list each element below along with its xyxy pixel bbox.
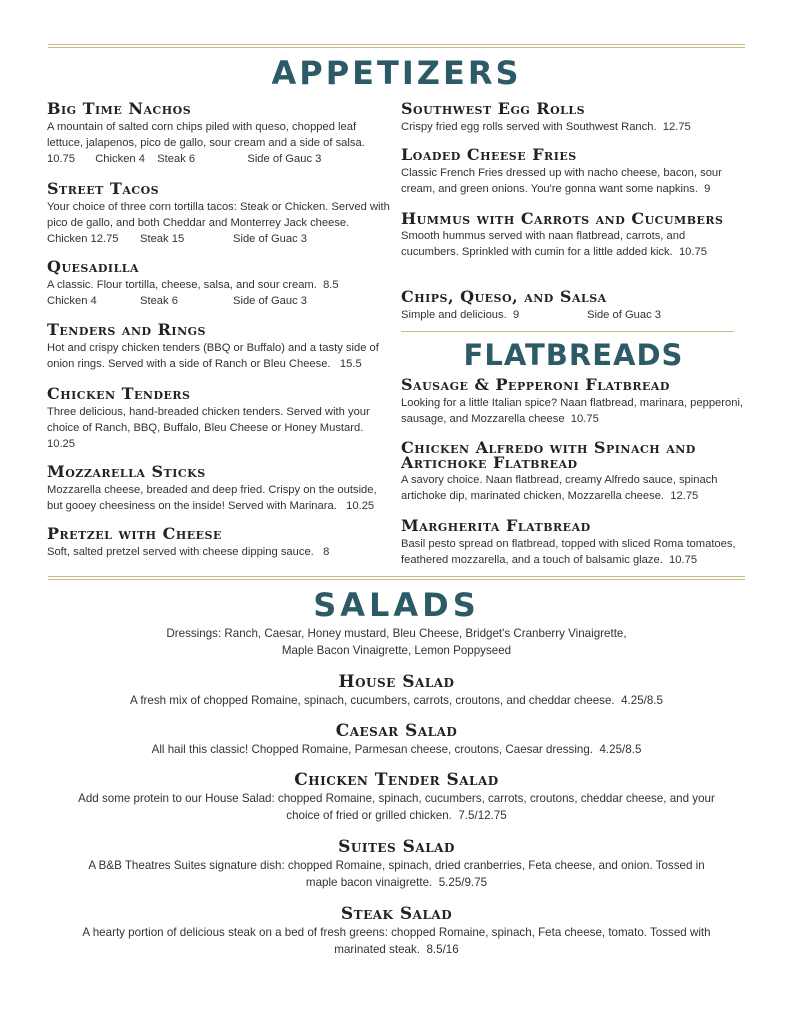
- item-name: Chips, Queso, and Salsa: [401, 287, 607, 306]
- flatbreads-heading: FLATBREADS: [463, 338, 684, 372]
- item-description: A B&B Theatres Suites signature dish: chopped Romaine, spinach, dried cranberries, Feta cheese, and onion. Tossed in maple bacon vinaigrette. 5.25/9.75: [88, 859, 705, 889]
- appetizers-heading: APPETIZERS: [271, 54, 522, 92]
- item-price: 9: [704, 183, 711, 195]
- item-description: Mozzarella cheese, breaded and deep fried. Crispy on the outside, but gooey cheesiness on the inside! Served with Marinara. 10.25: [47, 484, 377, 512]
- item-description: All hail this classic! Chopped Romaine, Parmesan cheese, croutons, Caesar dressing. 4.25/8.5: [151, 743, 642, 756]
- item-name: Southwest Egg Rolls: [401, 99, 586, 118]
- addon-chicken: Chicken 12.75: [47, 233, 119, 245]
- item-name: Big Time Nachos: [47, 99, 192, 118]
- addon-side: Side of Guac 3: [233, 233, 308, 245]
- item-price: 8.5: [323, 279, 339, 291]
- item-price: 10.75: [47, 153, 75, 165]
- item-name: Quesadilla: [47, 257, 140, 276]
- item-price: 4.25/8.5: [599, 743, 642, 756]
- item-price: 7.5/12.75: [458, 809, 507, 822]
- menu-item-chicken-tender-salad: [78, 772, 715, 824]
- addon-side: Side of Gauc 3: [233, 295, 308, 307]
- item-description: Three delicious, hand-breaded chicken tenders. Served with your choice of Ranch, BBQ, Buffalo, Bleu Cheese or Honey Mustard. 10.25: [47, 404, 385, 452]
- flatbreads-divider: [401, 331, 734, 332]
- item-description: Crispy fried egg rolls served with Southwest Ranch. 12.75: [401, 121, 691, 133]
- item-description: Hot and crispy chicken tenders (BBQ or Buffalo) and a tasty side of onion rings. Served with a side of Ranch or Bleu Cheese. 15.5: [47, 342, 379, 370]
- addon-side: Side of Gauc 3: [247, 153, 322, 165]
- item-name: Hummus with Carrots and Cucumbers: [401, 209, 724, 228]
- item-name: Tenders and Rings: [47, 320, 206, 339]
- dressings-list: Dressings: Ranch, Caesar, Honey mustard, Bleu Cheese, Bridget's Cranberry Vinaigrette, Maple Bacon Vinaigrette, Lemon Poppyseed: [166, 627, 627, 657]
- item-name: Sausage & Pepperoni Flatbread: [401, 375, 670, 394]
- item-price: 10.75: [669, 554, 698, 566]
- menu-item-chips-queso-salsa: [401, 289, 746, 323]
- menu-item-chicken-alfredo-flatbread: [401, 440, 746, 504]
- item-price: 10.25: [346, 500, 375, 512]
- item-price: 10.75: [678, 246, 707, 258]
- addon-chicken: Chicken 4: [95, 153, 145, 165]
- item-price: 8.5/16: [426, 943, 459, 956]
- menu-item-steak-salad: [78, 906, 715, 958]
- menu-item-caesar-salad: [48, 723, 745, 758]
- item-price: 9: [512, 309, 520, 321]
- item-description: Looking for a little Italian spice? Naan flatbread, marinara, pepperoni, sausage, and Mozzarella cheese 10.75: [401, 397, 744, 425]
- menu-item-hummus: [401, 211, 746, 260]
- item-description: A savory choice. Naan flatbread, creamy Alfredo sauce, spinach artichoke dip, marinated chicken, Mozzarella cheese. 12.75: [401, 474, 718, 502]
- item-description: Classic French Fries dressed up with nacho cheese, bacon, sour cream, and green onions. You're gonna want some napkins. 9: [401, 167, 722, 195]
- salads-heading: SALADS: [313, 586, 480, 624]
- menu-item-mozzarella-sticks: [47, 464, 392, 514]
- menu-item-southwest-egg-rolls: [401, 101, 746, 135]
- item-name: Caesar Salad: [335, 721, 458, 741]
- menu-item-street-tacos: [47, 181, 392, 247]
- item-description: A hearty portion of delicious steak on a bed of fresh greens: chopped Romaine, spinach, Feta cheese, tomato. Tossed with marinated steak. 8.5/16: [82, 926, 711, 956]
- item-description: A classic. Flour tortilla, cheese, salsa, and sour cream. 8.5 Chicken 4 Steak 6 Side of Gauc 3: [47, 279, 339, 307]
- addon-steak: Steak 15: [140, 233, 185, 245]
- menu-item-tenders-and-rings: [47, 322, 392, 372]
- item-description: A fresh mix of chopped Romaine, spinach, cucumbers, carrots, croutons, and cheddar cheese. 4.25/8.5: [130, 694, 663, 707]
- item-description: A mountain of salted corn chips piled with queso, chopped leaf lettuce, jalapenos, pico de gallo, sour cream and a side of salsa. 10.75 Chicken 4 Steak 6 Side of Gauc 3: [47, 121, 365, 165]
- item-description: Your choice of three corn tortilla tacos: Steak or Chicken. Served with pico de gallo, and both Cheddar and Monterrey Jack cheese. Chicken 12.75 Steak 15 Side of Guac 3: [47, 201, 390, 245]
- item-description: Smooth hummus served with naan flatbread, carrots, and cucumbers. Sprinkled with cumin for a little added kick. 10.75: [401, 230, 707, 258]
- addon-steak: Steak 6: [140, 295, 178, 307]
- item-price: 10.25: [47, 438, 75, 450]
- item-description: Add some protein to our House Salad: chopped Romaine, spinach, cucumbers, carrots, croutons, cheddar cheese, and your choice of fried or grilled chicken. 7.5/12.75: [78, 792, 715, 822]
- item-name: Pretzel with Cheese: [47, 524, 222, 543]
- item-name: Chicken Tenders: [47, 384, 191, 403]
- menu-item-pretzel-with-cheese: [47, 526, 392, 560]
- addon-side: Side of Guac 3: [587, 309, 662, 321]
- item-price: 5.25/9.75: [438, 876, 488, 889]
- menu-item-chicken-tenders: [47, 386, 385, 452]
- item-price: 12.75: [670, 490, 699, 502]
- item-name: Suites Salad: [338, 837, 455, 857]
- item-name: Mozzarella Sticks: [47, 462, 206, 481]
- salads-divider: [48, 576, 745, 580]
- item-description: Soft, salted pretzel served with cheese dipping sauce. 8: [47, 546, 330, 558]
- item-price: 12.75: [662, 121, 691, 133]
- menu-item-big-time-nachos: [47, 101, 377, 167]
- addon-chicken: Chicken 4: [47, 295, 97, 307]
- item-name: Chicken Tender Salad: [294, 770, 499, 790]
- item-price: 8: [323, 546, 330, 558]
- menu-item-house-salad: [48, 674, 745, 709]
- item-name: Chicken Alfredo with Spinach and Artichoke Flatbread: [401, 438, 696, 472]
- menu-item-suites-salad: [78, 839, 715, 891]
- item-price: 10.75: [570, 413, 599, 425]
- item-description: Simple and delicious. 9 Side of Guac 3: [401, 309, 662, 321]
- menu-item-loaded-cheese-fries: [401, 147, 746, 197]
- addon-steak: Steak 6: [157, 153, 196, 165]
- item-name: House Salad: [338, 672, 455, 692]
- item-name: Loaded Cheese Fries: [401, 145, 577, 164]
- item-price: 4.25/8.5: [621, 694, 663, 707]
- menu-item-quesadilla: [47, 259, 387, 309]
- item-name: Margherita Flatbread: [401, 516, 591, 535]
- item-name: Street Tacos: [47, 179, 160, 198]
- menu-item-margherita-flatbread: [401, 518, 746, 568]
- top-divider: [48, 44, 745, 48]
- item-price: 15.5: [339, 358, 362, 370]
- menu-item-sausage-pepperoni-flatbread: [401, 377, 746, 427]
- item-name: Steak Salad: [340, 904, 453, 924]
- item-description: Basil pesto spread on flatbread, topped with sliced Roma tomatoes, feathered mozzarella, and a touch of balsamic glaze. 10.75: [401, 538, 736, 566]
